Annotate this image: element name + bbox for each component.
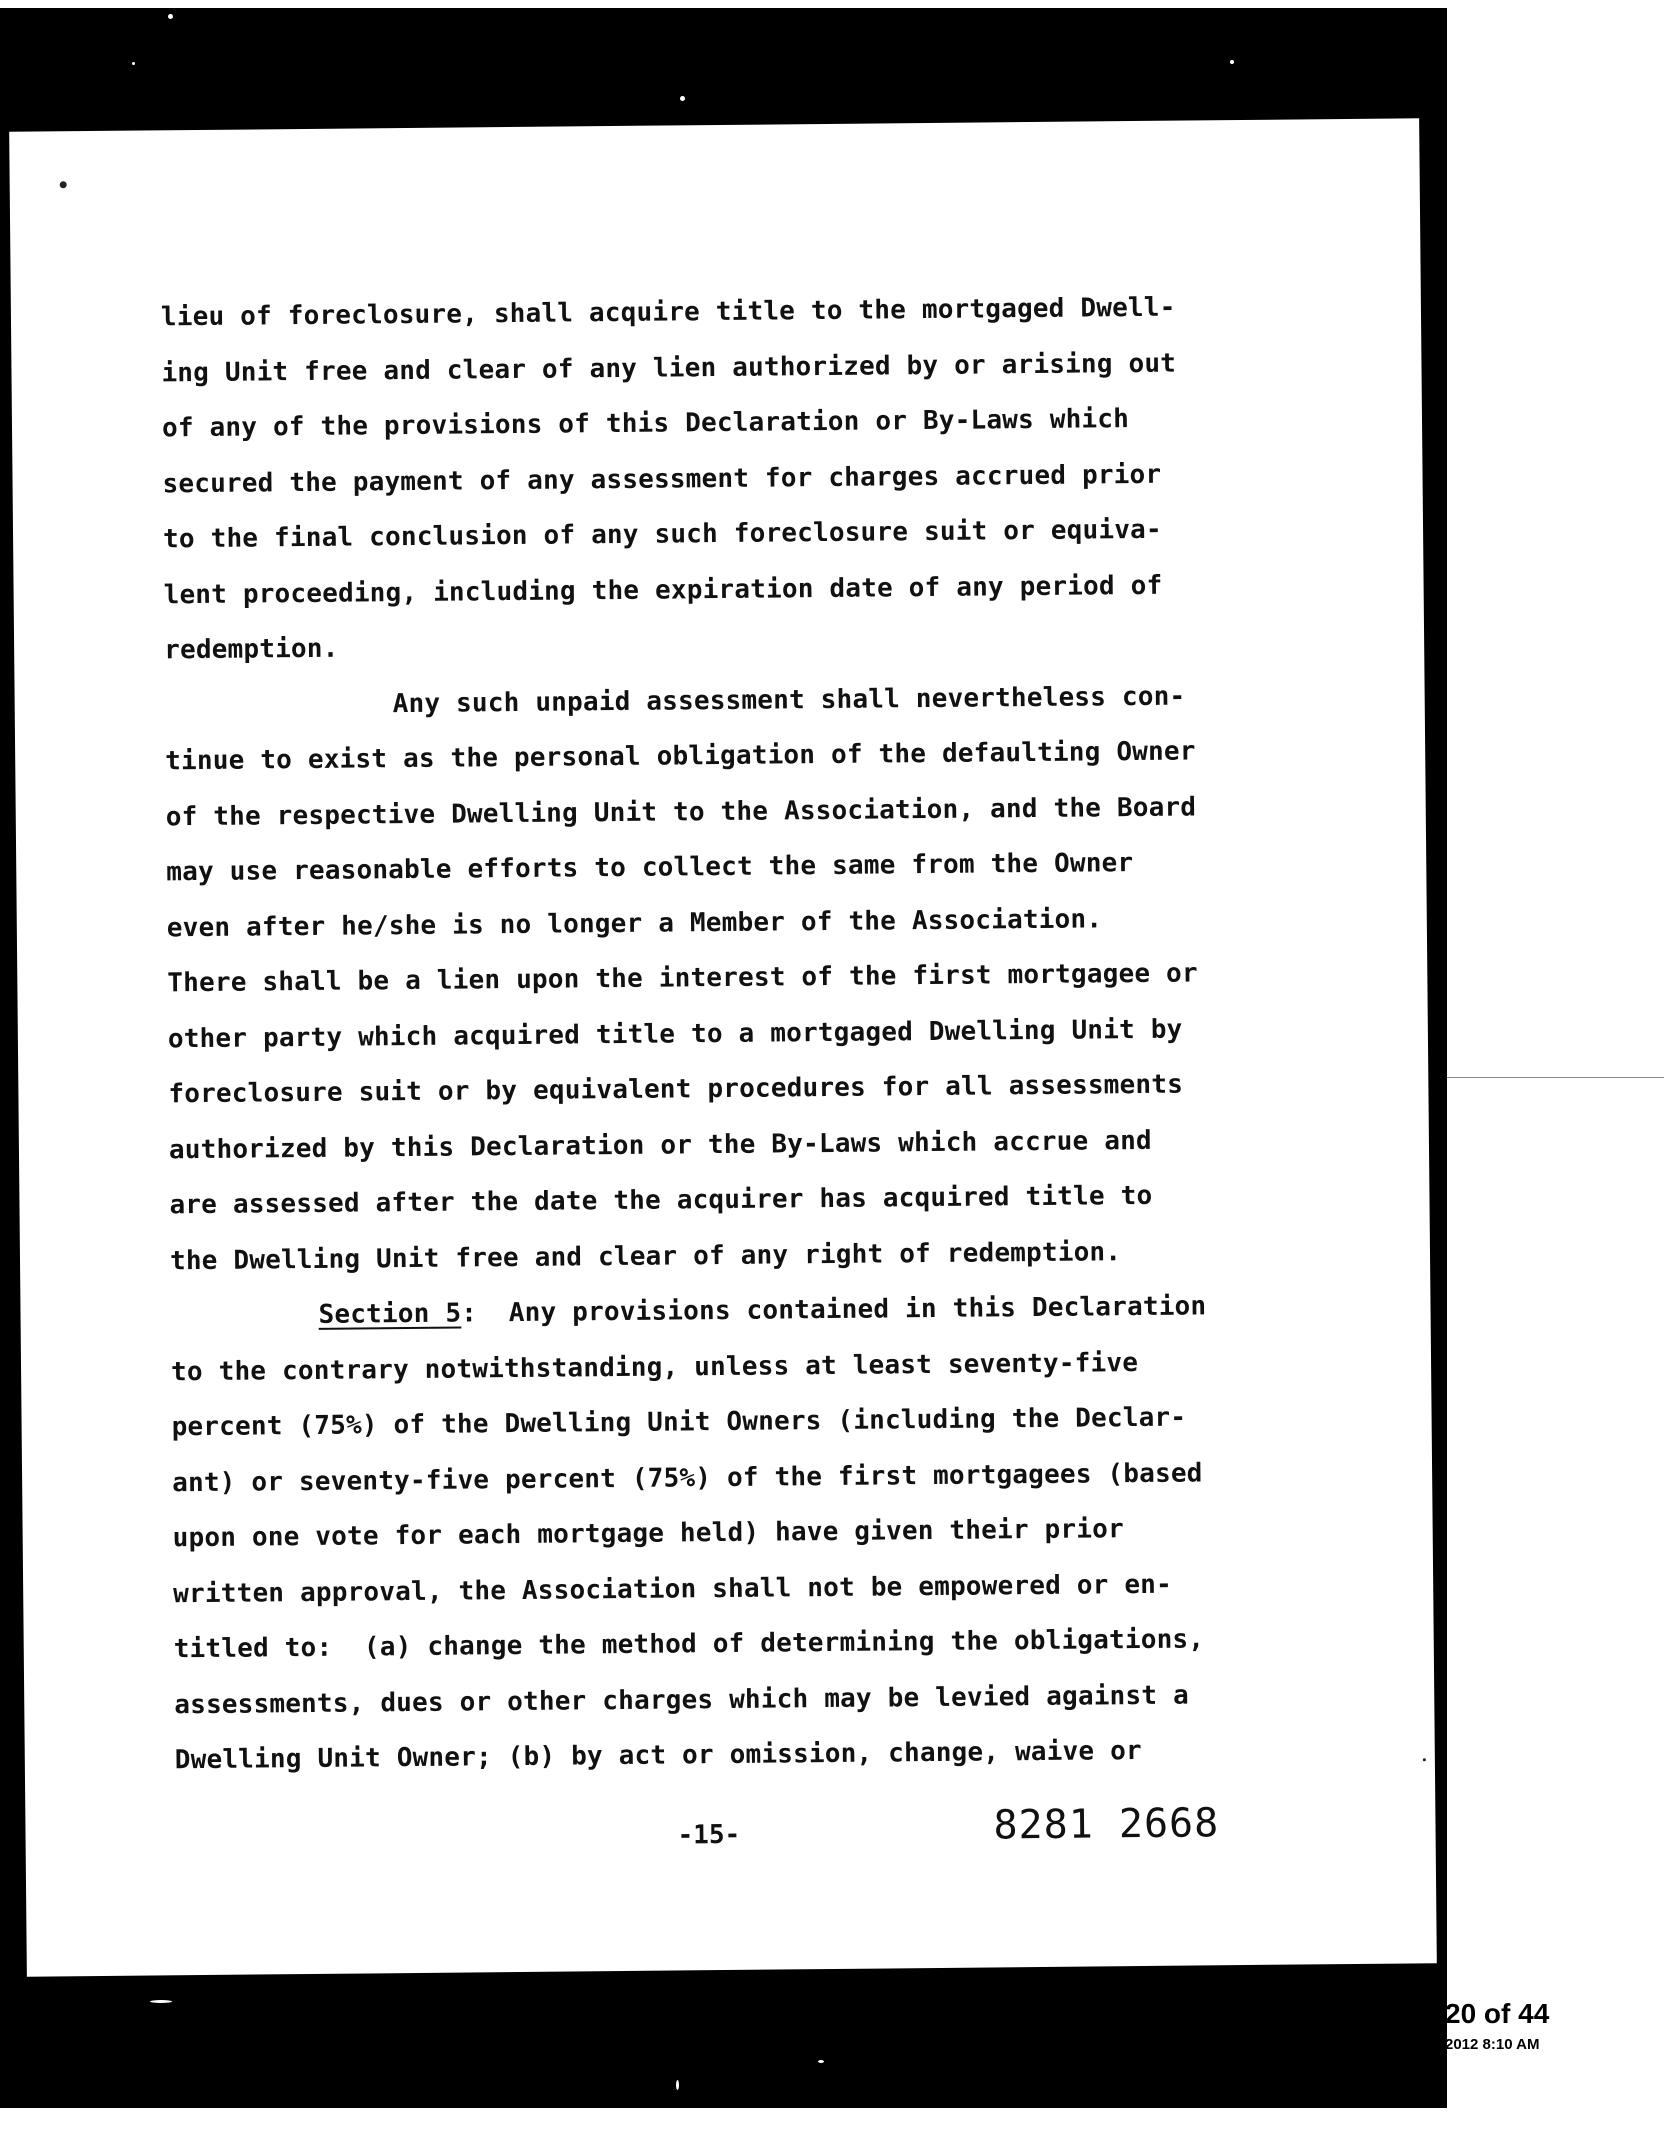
section-heading: Section 5 <box>318 1298 462 1330</box>
text-fragment: : Any provisions contained in this Declaration <box>461 1291 1207 1329</box>
text-line: to the final conclusion of any such foreclosure suit or equiva- <box>162 514 1162 555</box>
text-line: foreclosure suit or by equivalent procedures for all assessments <box>168 1069 1184 1110</box>
text-line: upon one vote for each mortgage held) have given their prior <box>172 1514 1124 1554</box>
scan-speck <box>168 14 173 19</box>
text-line: may use reasonable efforts to collect the same from the Owner <box>166 848 1134 888</box>
text-line: other party which acquired title to a mortgaged Dwelling Unit by <box>167 1014 1183 1054</box>
text-line: redemption. <box>164 633 339 666</box>
scan-speck <box>60 181 67 188</box>
text-line: tinue to exist as the personal obligation of the defaulting Owner <box>165 736 1196 777</box>
viewer-page-counter: 20 of 44 <box>1445 1998 1550 2029</box>
scan-top-edge <box>0 0 1447 8</box>
text-line: authorized by this Declaration or the By-Laws which accrue and <box>168 1125 1152 1165</box>
document-body <box>161 280 1305 1789</box>
scan-speck <box>290 1968 300 1972</box>
text-line: written approval, the Association shall not be empowered or en- <box>173 1569 1173 1609</box>
text-line: assessments, dues or other charges which may be levied against a <box>174 1680 1190 1720</box>
text-line: lent proceeding, including the expiration date of any period of <box>163 570 1163 610</box>
text-line: to the contrary notwithstanding, unless at least seventy-five <box>170 1347 1139 1387</box>
text-line: of any of the provisions of this Declaration or By-Laws which <box>161 404 1130 444</box>
text-line: titled to: (a) change the method of determining the obligations, <box>173 1624 1205 1665</box>
text-line: There shall be a lien upon the interest of the first mortgagee or <box>167 958 1198 999</box>
scan-speck <box>680 96 685 101</box>
text-line: Dwelling Unit Owner; (b) by act or omission, change, waive or <box>174 1736 1142 1776</box>
viewer-timestamp: 2012 8:10 AM <box>1445 2036 1540 2053</box>
scan-speck <box>132 62 135 65</box>
text-line: lieu of foreclosure, shall acquire title to the mortgaged Dwell- <box>160 292 1176 333</box>
text-line: of the respective Dwelling Unit to the Association, and the Board <box>165 791 1197 832</box>
book-page-reference: 8281 2668 <box>993 1800 1220 1849</box>
text-line: Any such unpaid assessment shall nevertheless con- <box>392 681 1186 719</box>
text-line: secured the payment of any assessment for charges accrued prior <box>162 459 1162 499</box>
text-line: percent (75%) of the Dwelling Unit Owners (including the Declar- <box>171 1402 1187 1443</box>
scan-speck <box>150 2000 172 2003</box>
text-line: ant) or seventy-five percent (75%) of the first mortgagees (based <box>172 1457 1203 1498</box>
scan-speck <box>1230 60 1234 64</box>
text-line: the Dwelling Unit free and clear of any right of redemption. <box>169 1236 1122 1276</box>
text-line: even after he/she is no longer a Member of the Association. <box>166 903 1103 943</box>
text-line: ing Unit free and clear of any lien authorized by or arising out <box>161 348 1177 388</box>
text-line: are assessed after the date the acquirer has acquired title to <box>169 1180 1153 1221</box>
section-line <box>170 1278 1300 1344</box>
document-page <box>9 118 1437 1976</box>
page-number: -15- <box>677 1819 741 1851</box>
scan-speck <box>676 2080 679 2090</box>
scan-speck <box>1423 1758 1426 1761</box>
scan-speck <box>818 2060 824 2063</box>
scan-line <box>1447 1077 1664 1078</box>
